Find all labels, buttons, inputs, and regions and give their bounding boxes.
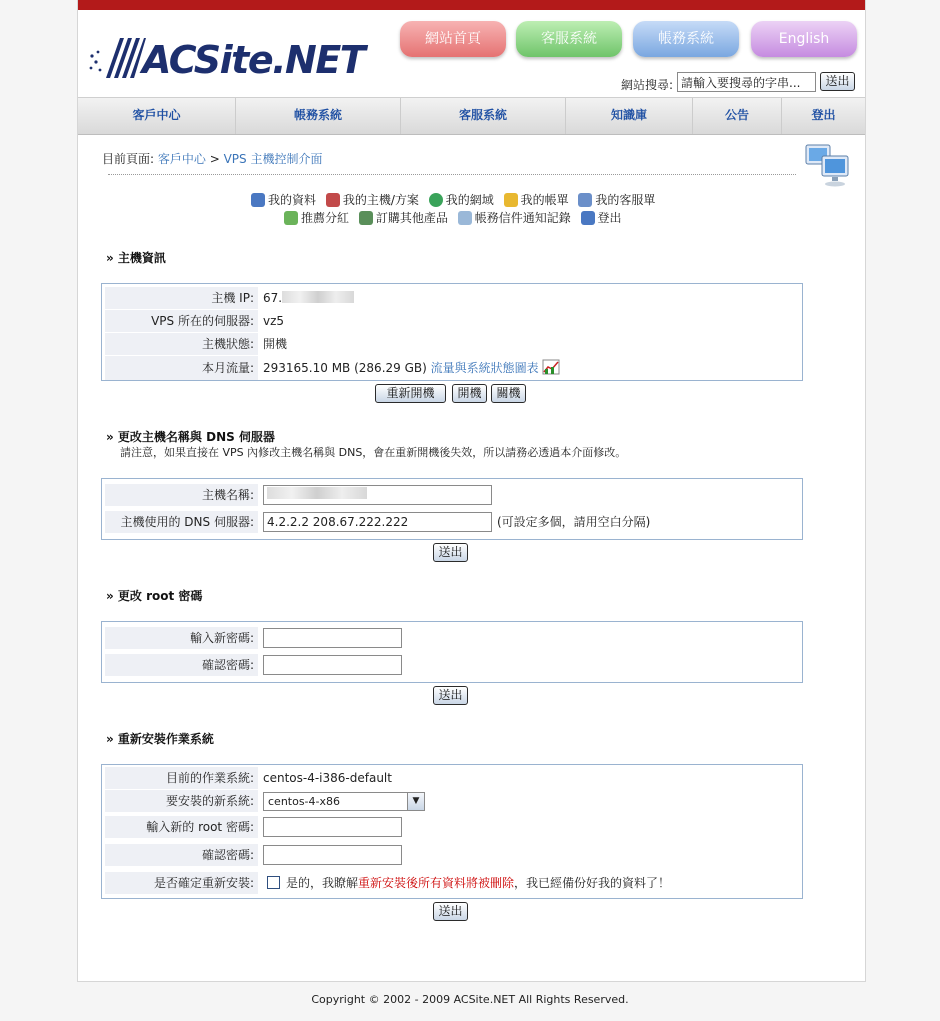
reinstall-panel [101, 764, 803, 899]
quick-link-my-tickets[interactable] [578, 191, 655, 208]
confirm-install-group [267, 872, 670, 894]
confirm-install-checkbox[interactable] [267, 876, 280, 889]
breadcrumb-link-vps-panel[interactable]: VPS 主機控制介面 [223, 152, 323, 166]
breadcrumb [102, 150, 322, 167]
traffic-value: 293165.10 MB (286.29 GB) [263, 361, 427, 375]
dns-input[interactable] [263, 512, 492, 532]
search-label: 網站搜尋: [621, 78, 674, 92]
quick-link-label: 我的客服單 [595, 193, 656, 207]
divider [108, 174, 796, 175]
ticket-edit-icon [578, 193, 592, 207]
page-container [77, 0, 866, 982]
confirm-install-label: 是否確定重新安裝: [105, 872, 258, 894]
globe-icon [429, 193, 443, 207]
host-status-value: 開機 [263, 337, 288, 351]
quick-link-label: 我的資料 [268, 193, 317, 207]
reboot-button[interactable]: 重新開機 [375, 384, 446, 403]
nav-item-knowledge-base[interactable]: 知識庫 [566, 98, 693, 134]
quick-links-row-1 [251, 191, 661, 208]
reinstall-submit-button[interactable]: 送出 [433, 902, 468, 921]
vps-server-label: VPS 所在的伺服器: [105, 310, 258, 332]
root-password-panel [101, 621, 803, 683]
agree-warning: 重新安裝後所有資料將被刪除 [358, 876, 515, 890]
quick-link-my-domains[interactable] [429, 191, 494, 208]
money-icon [284, 211, 298, 225]
quick-link-order-products[interactable] [359, 209, 448, 226]
quick-link-my-profile[interactable] [251, 191, 316, 208]
quick-link-label: 訂購其他產品 [375, 211, 448, 225]
chevron-down-icon[interactable]: ▼ [407, 793, 424, 810]
reinstall-confirm-label: 確認密碼: [105, 844, 258, 866]
chart-icon[interactable] [542, 359, 560, 375]
dns-label: 主機使用的 DNS 伺服器: [105, 511, 258, 533]
hostname-dns-note: 請注意，如果直接在 VPS 內修改主機名稱與 DNS，會在重新開機後失效，所以請務必透過本介面修改。 [120, 446, 627, 459]
breadcrumb-link-client-center[interactable]: 客戶中心 [157, 152, 206, 166]
root-password-submit-button[interactable]: 送出 [433, 686, 468, 705]
reinstall-title: » 重新安裝作業系統 [106, 732, 214, 746]
mail-icon [458, 211, 472, 225]
dns-hint: (可設定多個，請用空白分隔) [497, 515, 651, 529]
logo-text: ACSite.NET [142, 38, 365, 82]
power-on-button[interactable]: 開機 [452, 384, 487, 403]
quick-link-my-invoices[interactable] [504, 191, 569, 208]
hostname-label: 主機名稱: [105, 484, 258, 506]
quick-link-label: 我的帳單 [520, 193, 569, 207]
breadcrumb-separator: > [205, 152, 224, 166]
reinstall-root-label: 輸入新的 root 密碼: [105, 816, 258, 838]
nav-item-announcements[interactable]: 公告 [693, 98, 782, 134]
traffic-value-group [263, 356, 560, 380]
new-os-select[interactable] [263, 792, 425, 811]
computers-icon [805, 143, 851, 188]
host-ip-text: 67. [263, 291, 283, 305]
traffic-label: 本月流量: [105, 356, 258, 380]
top-color-bar [78, 0, 865, 10]
hostname-dns-panel [101, 478, 803, 540]
confirm-password-label: 確認密碼: [105, 654, 258, 676]
host-ip-label: 主機 IP: [105, 287, 258, 309]
current-os-value: centos-4-i386-default [263, 771, 392, 785]
hostname-dns-submit-button[interactable]: 送出 [433, 543, 468, 562]
breadcrumb-prefix: 目前頁面: [102, 152, 155, 166]
user-icon [251, 193, 265, 207]
quick-link-label: 推薦分紅 [301, 211, 350, 225]
confirm-password-input[interactable] [263, 655, 402, 675]
vps-server-value: vz5 [263, 314, 285, 328]
traffic-chart-link[interactable]: 流量與系統狀態圖表 [430, 361, 539, 375]
new-os-selected: centos-4-x86 [268, 795, 341, 808]
nav-item-client-center[interactable]: 客戶中心 [78, 98, 236, 134]
new-password-label: 輸入新密碼: [105, 627, 258, 649]
current-os-label: 目前的作業系統: [105, 767, 258, 789]
logo-graphic-icon [86, 30, 146, 88]
quick-link-my-hosting[interactable] [326, 191, 419, 208]
power-off-button[interactable]: 關機 [491, 384, 526, 403]
reinstall-root-input[interactable] [263, 817, 402, 837]
hostname-dns-title: » 更改主機名稱與 DNS 伺服器 [106, 430, 275, 444]
quick-link-label: 登出 [597, 211, 622, 225]
host-info-title: » 主機資訊 [106, 251, 166, 265]
logout-user-icon [581, 211, 595, 225]
cart-icon [359, 211, 373, 225]
new-os-label: 要安裝的新系統: [105, 790, 258, 812]
quick-links-row-2 [284, 209, 628, 226]
redacted-block [267, 487, 367, 499]
search-submit-button[interactable]: 送出 [820, 72, 855, 91]
hostname-input[interactable] [263, 485, 492, 505]
coins-icon [504, 193, 518, 207]
nav-item-billing[interactable]: 帳務系統 [236, 98, 401, 134]
host-status-label: 主機狀態: [105, 333, 258, 355]
quick-link-billing-emails[interactable] [458, 209, 571, 226]
home-button[interactable]: 網站首頁 [400, 21, 506, 57]
quick-link-label: 帳務信件通知記錄 [474, 211, 571, 225]
search-input[interactable] [677, 72, 816, 92]
agree-prefix: 是的，我瞭解 [286, 876, 359, 890]
redacted-block [282, 291, 354, 303]
site-logo[interactable] [86, 30, 365, 88]
billing-system-button[interactable]: 帳務系統 [633, 21, 739, 57]
english-button[interactable]: English [751, 21, 857, 57]
quick-link-referral[interactable] [284, 209, 349, 226]
footer-copyright: Copyright © 2002 - 2009 ACSite.NET All Rights Reserved. [311, 993, 629, 1006]
main-nav [78, 97, 865, 135]
host-info-panel [101, 283, 803, 381]
agree-suffix: ，我已經備份好我的資料了！ [514, 876, 671, 890]
new-password-input[interactable] [263, 628, 402, 648]
nav-item-support[interactable]: 客服系統 [401, 98, 566, 134]
quick-link-logout[interactable] [581, 209, 622, 226]
quick-link-label: 我的網域 [445, 193, 494, 207]
hosting-icon [326, 193, 340, 207]
nav-item-logout[interactable]: 登出 [811, 108, 836, 122]
host-ip-value [263, 287, 354, 309]
service-system-button[interactable]: 客服系統 [516, 21, 622, 57]
quick-link-label: 我的主機/方案 [342, 193, 419, 207]
root-password-title: » 更改 root 密碼 [106, 589, 203, 603]
reinstall-confirm-input[interactable] [263, 845, 402, 865]
